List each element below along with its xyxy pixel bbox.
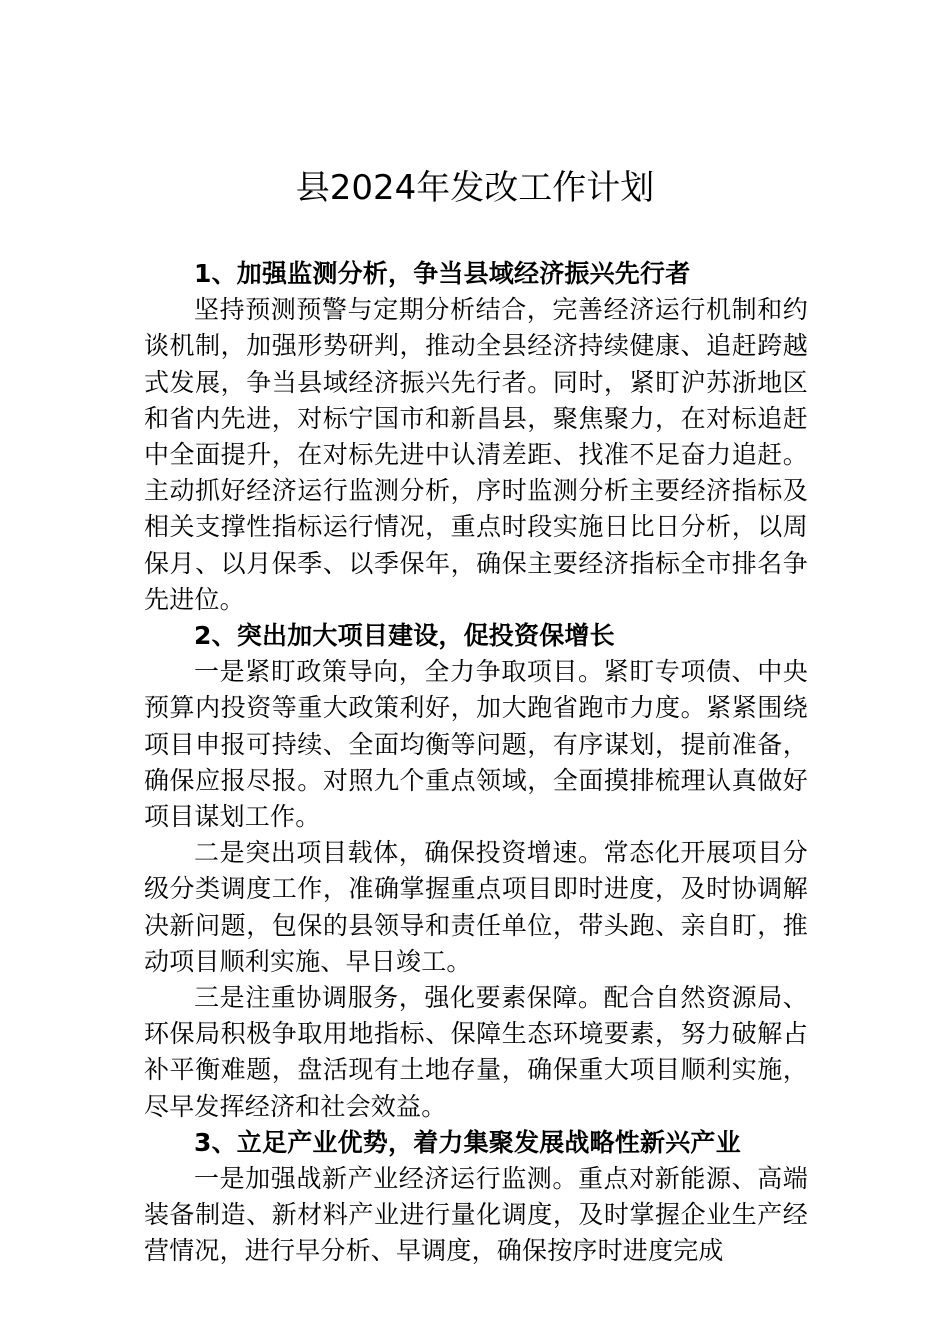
section-heading-3: 3、立足产业优势，着力集聚发展战略性新兴产业: [194, 1127, 741, 1157]
document-title: 县2024年发改工作计划: [295, 168, 655, 208]
section-2-paragraph-3: 三是注重协调服务，强化要素保障。配合自然资源局、环保局积极争取用地指标、保障生态环境要素，努力破解占补平衡难题，盘活现有土地存量，确保重大项目顺利实施，尽早发挥经济和社会效益。: [144, 983, 808, 1121]
section-heading-1: 1、加强监测分析，争当县域经济振兴先行者: [194, 259, 691, 288]
section-3-paragraph-1: 一是加强战新产业经济运行监测。重点对新能源、高端装备制造、新材料产业进行量化调度，及时掌握企业生产经营情况，进行早分析、早调度，确保按序时进度完成: [144, 1164, 808, 1266]
section-1-paragraph-1: 坚持预测预警与定期分析结合，完善经济运行机制和约谈机制，加强形势研判，推动全县经济持续健康、追赶跨越式发展，争当县域经济振兴先行者。同时，紧盯沪苏浙地区和省内先进，对标宁国市和新昌县，聚焦聚力，在对标追赶中全面提升，在对标先进中认清差距、找准不足奋力追赶。主动抓好经济运行监测分析，序时监测分析主要经济指标及相关支撑性指标运行情况，重点时段实施日比日分析，以周保月、以月保季、以季保年，确保主要经济指标全市排名争先进位。: [144, 295, 808, 614]
document-body: [144, 256, 808, 1270]
section-2-paragraph-1: 一是紧盯政策导向，全力争取项目。紧盯专项债、中央预算内投资等重大政策利好，加大跑省跑市力度。紧紧围绕项目申报可持续、全面均衡等问题，有序谋划，提前准备，确保应报尽报。对照九个重点领域，全面摸排梳理认真做好项目谋划工作。: [144, 657, 808, 832]
section-2-paragraph-2: 二是突出项目载体，确保投资增速。常态化开展项目分级分类调度工作，准确掌握重点项目即时进度，及时协调解决新问题，包保的县领导和责任单位，带头跑、亲自盯，推动项目顺利实施、早日竣工。: [144, 838, 808, 976]
section-heading-2: 2、突出加大项目建设，促投资保增长: [194, 621, 615, 651]
